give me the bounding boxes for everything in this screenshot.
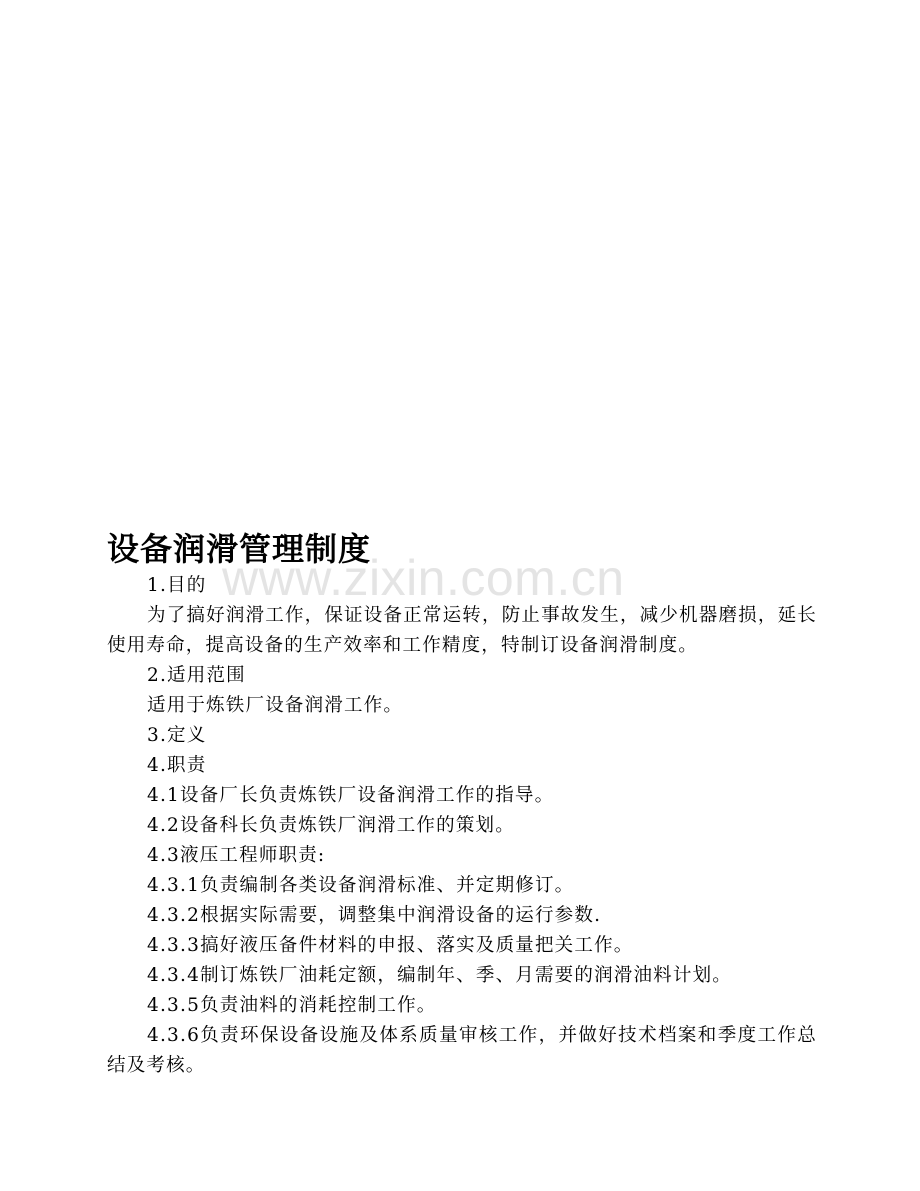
document-title: 设备润滑管理制度 [107, 530, 372, 568]
item-4-1: 4.1设备厂长负责炼铁厂设备润滑工作的指导。 [147, 785, 555, 806]
item-4-3-6: 4.3.6负责环保设备设施及体系质量审核工作，并做好技术档案和季度工作总结及考核。 [107, 1025, 817, 1076]
paragraph-scope: 适用于炼铁厂设备润滑工作。 [147, 695, 404, 716]
item-4-3: 4.3液压工程师职责: [147, 845, 326, 866]
section-heading-responsibilities: 4.职责 [147, 755, 207, 776]
section-heading-purpose: 1.目的 [147, 575, 207, 596]
item-4-3-1: 4.3.1负责编制各类设备润滑标准、并定期修订。 [147, 875, 575, 896]
item-4-3-2: 4.3.2根据实际需要，调整集中润滑设备的运行参数. [147, 905, 602, 926]
item-4-3-3: 4.3.3搞好液压备件材料的申报、落实及质量把关工作。 [147, 935, 634, 956]
document-body [107, 571, 817, 1081]
section-heading-definition: 3.定义 [147, 725, 207, 746]
watermark: www.zixin.com.cn [222, 550, 625, 606]
paragraph-purpose: 为了搞好润滑工作，保证设备正常运转，防止事故发生，减少机器磨损，延长使用寿命，提高设备的生产效率和工作精度，特制订设备润滑制度。 [107, 605, 817, 656]
item-4-3-5: 4.3.5负责油料的消耗控制工作。 [147, 995, 437, 1016]
item-4-3-4: 4.3.4制订炼铁厂油耗定额，编制年、季、月需要的润滑油料计划。 [147, 965, 732, 986]
item-4-2: 4.2设备科长负责炼铁厂润滑工作的策划。 [147, 815, 515, 836]
section-heading-scope: 2.适用范围 [147, 665, 246, 686]
